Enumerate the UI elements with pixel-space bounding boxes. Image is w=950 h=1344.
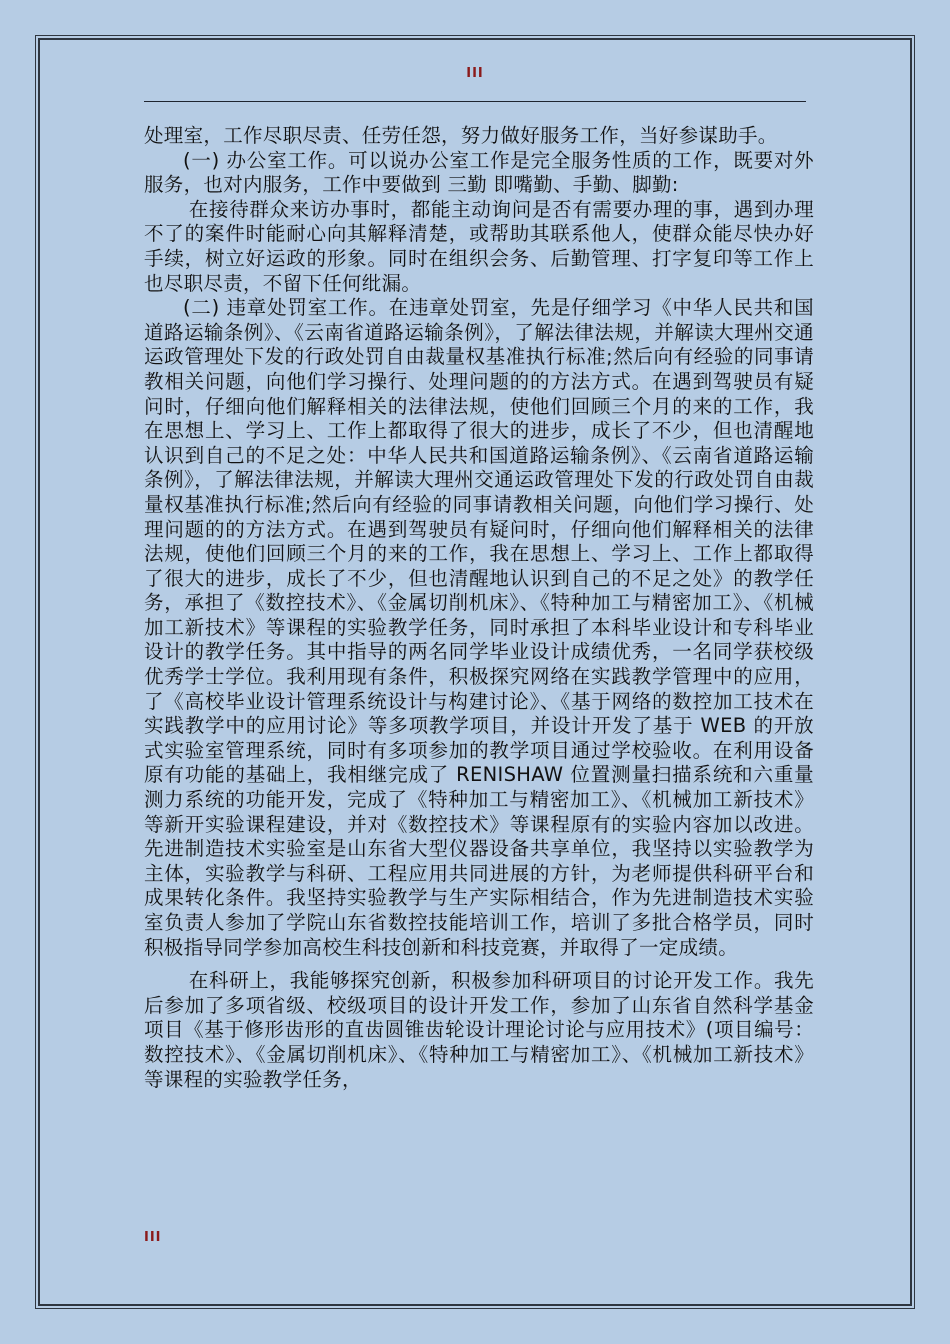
document-body xyxy=(144,124,814,1092)
header-mark: III xyxy=(466,66,484,81)
paragraph: (二) 违章处罚室工作。在违章处罚室，先是仔细学习《中华人民共和国道路运输条例》、《云南省道路运输条例》，了解法律法规，并解读大理州交通运政管理处下发的行政处罚自由裁量权基准执行标准;然后向有经验的同事请教相关问题，向他们学习操行、处理问题的的方法方式。在遇到驾驶员有疑问时，仔细向他们解释相关的法律法规，使他们回顾三个月的来的工作，我在思想上、学习上、工作上都取得了很大的进步，成长了不少，但也清醒地认识到自己的不足之处：中华人民共和国道路运输条例》、《云南省道路运输条例》，了解法律法规，并解读大理州交通运政管理处下发的行政处罚自由裁量权基准执行标准;然后向有经验的同事请教相关问题，向他们学习操行、处理问题的的方法方式。在遇到驾驶员有疑问时，仔细向他们解释相关的法律法规，使他们回顾三个月的来的工作，我在思想上、学习上、工作上都取得了很大的进步，成长了不少，但也清醒地认识到自己的不足之处》的教学任务，承担了《数控技术》、《金属切削机床》、《特种加工与精密加工》、《机械加工新技术》等课程的实验教学任务，同时承担了本科毕业设计和专科毕业设计的教学任务。其中指导的两名同学毕业设计成绩优秀，一名同学获校级优秀学士学位。我利用现有条件，积极探究网络在实践教学管理中的应用，了《高校毕业设计管理系统设计与构建讨论》、《基于网络的数控加工技术在实践教学中的应用讨论》等多项教学项目，并设计开发了基于 WEB 的开放式实验室管理系统，同时有多项参加的教学项目通过学校验收。在利用设备原有功能的基础上，我相继完成了 RENISHAW 位置测量扫描系统和六重量测力系统的功能开发，完成了《特种加工与精密加工》、《机械加工新技术》等新开实验课程建设，并对《数控技术》等课程原有的实验内容加以改进。先进制造技术实验室是山东省大型仪器设备共享单位，我坚持以实验教学为主体，实验教学与科研、工程应用共同进展的方针，为老师提供科研平台和成果转化条件。我坚持实验教学与生产实际相结合，作为先进制造技术实验室负责人参加了学院山东省数控技能培训工作，培训了多批合格学员，同时积极指导同学参加高校生科技创新和科技竞赛，并取得了一定成绩。 xyxy=(144,296,814,959)
footer-mark: III xyxy=(144,1230,162,1245)
header-divider xyxy=(144,101,806,102)
paragraph: 在接待群众来访办事时，都能主动询问是否有需要办理的事，遇到办理不了的案件时能耐心向其解释清楚，或帮助其联系他人，使群众能尽快办好手续，树立好运政的形象。同时在组织会务、后勤管理、打字复印等工作上也尽职尽责，不留下任何纰漏。 xyxy=(144,197,814,295)
paragraph: 处理室，工作尽职尽责、任劳任怨，努力做好服务工作，当好参谋助手。 xyxy=(144,124,778,147)
paragraph: (一) 办公室工作。可以说办公室工作是完全服务性质的工作，既要对外服务，也对内服务，工作中要做到 三勤 即嘴勤、手勤、脚勤: xyxy=(144,148,814,197)
paragraph: 在科研上，我能够探究创新，积极参加科研项目的讨论开发工作。我先后参加了多项省级、校级项目的设计开发工作，参加了山东省自然科学基金项目《基于修形齿形的直齿圆锥齿轮设计理论讨论与应用技术》(项目编号：数控技术》、《金属切削机床》、《特种加工与精密加工》、《机械加工新技术》等课程的实验教学任务， xyxy=(144,969,814,1091)
